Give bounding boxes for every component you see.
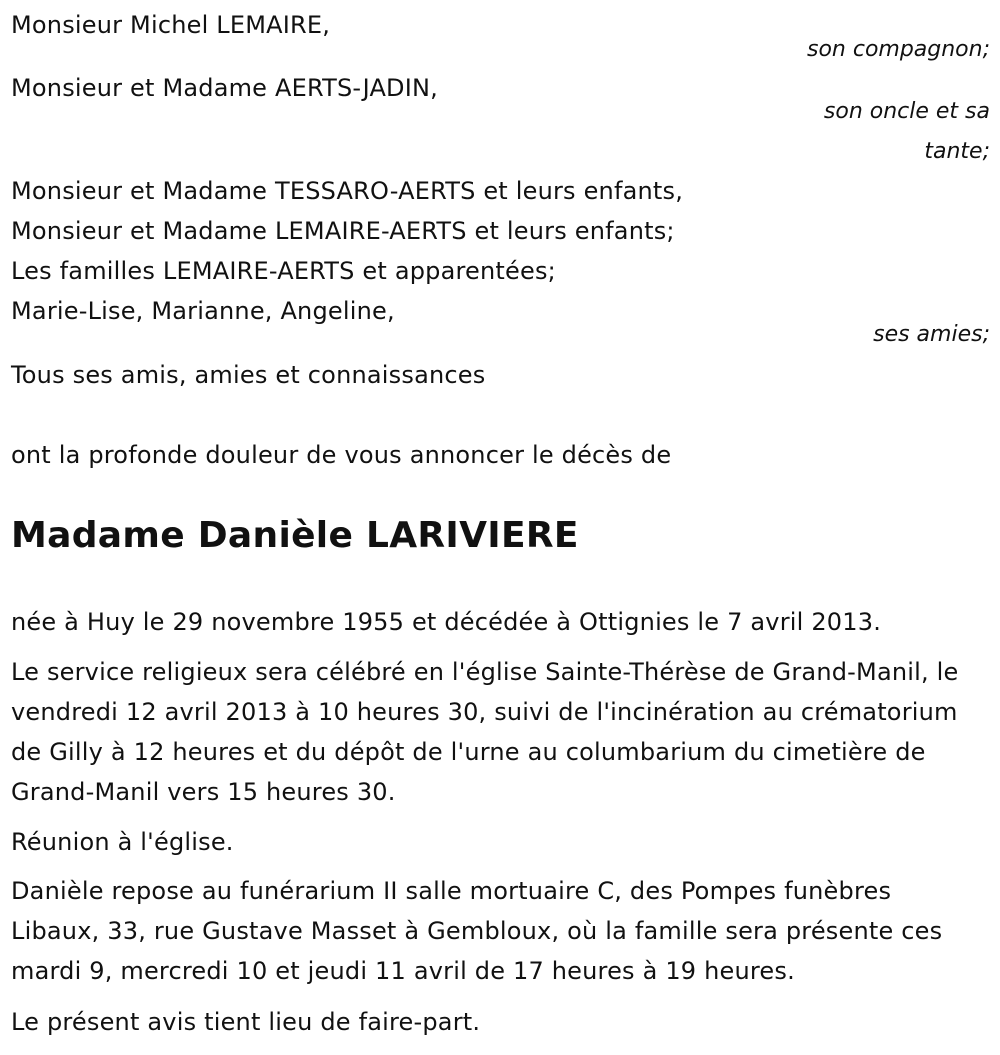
meeting-text: Réunion à l'église.	[11, 828, 234, 856]
family-line-lemaire-aerts: Monsieur et Madame LEMAIRE-AERTS et leurs enfants;	[11, 217, 675, 245]
family-line-uncle-aunt: Monsieur et Madame AERTS-JADIN,	[11, 74, 438, 102]
family-line-acquaintances: Tous ses amis, amies et connaissances	[11, 361, 486, 389]
deceased-name: Madame Danièle LARIVIERE	[11, 515, 579, 556]
family-line-friends: Marie-Lise, Marianne, Angeline,	[11, 297, 395, 325]
birth-death-text: née à Huy le 29 novembre 1955 et décédée à Ottignies le 7 avril 2013.	[11, 608, 882, 636]
notice-text: Le présent avis tient lieu de faire-part.	[11, 1008, 481, 1036]
relation-uncle-aunt-line2: tante;	[924, 139, 990, 164]
family-line-families: Les familles LEMAIRE-AERTS et apparentées;	[11, 257, 556, 285]
announcement-text: ont la profonde douleur de vous annoncer le décès de	[11, 441, 672, 469]
relation-friends: ses amies;	[873, 322, 990, 347]
rest-location-text: Danièle repose au funérarium II salle mortuaire C, des Pompes funèbres Libaux, 33, rue Gustave Masset à Gembloux, où la famille sera présente ces mardi 9, mercredi 10 et jeudi 11 avril de 17 heures à 19 heures.	[11, 877, 943, 985]
relation-uncle-aunt-line1: son oncle et sa	[823, 99, 990, 124]
family-line-tessaro: Monsieur et Madame TESSARO-AERTS et leurs enfants,	[11, 177, 684, 205]
relation-companion: son compagnon;	[806, 37, 990, 62]
service-text: Le service religieux sera célébré en l'église Sainte-Thérèse de Grand-Manil, le vendredi 12 avril 2013 à 10 heures 30, suivi de l'incinération au crématorium de Gilly à 12 heures et du dépôt de l'urne au columbarium du cimetière de Grand-Manil vers 15 heures 30.	[11, 658, 959, 806]
family-line-companion: Monsieur Michel LEMAIRE,	[11, 11, 331, 39]
